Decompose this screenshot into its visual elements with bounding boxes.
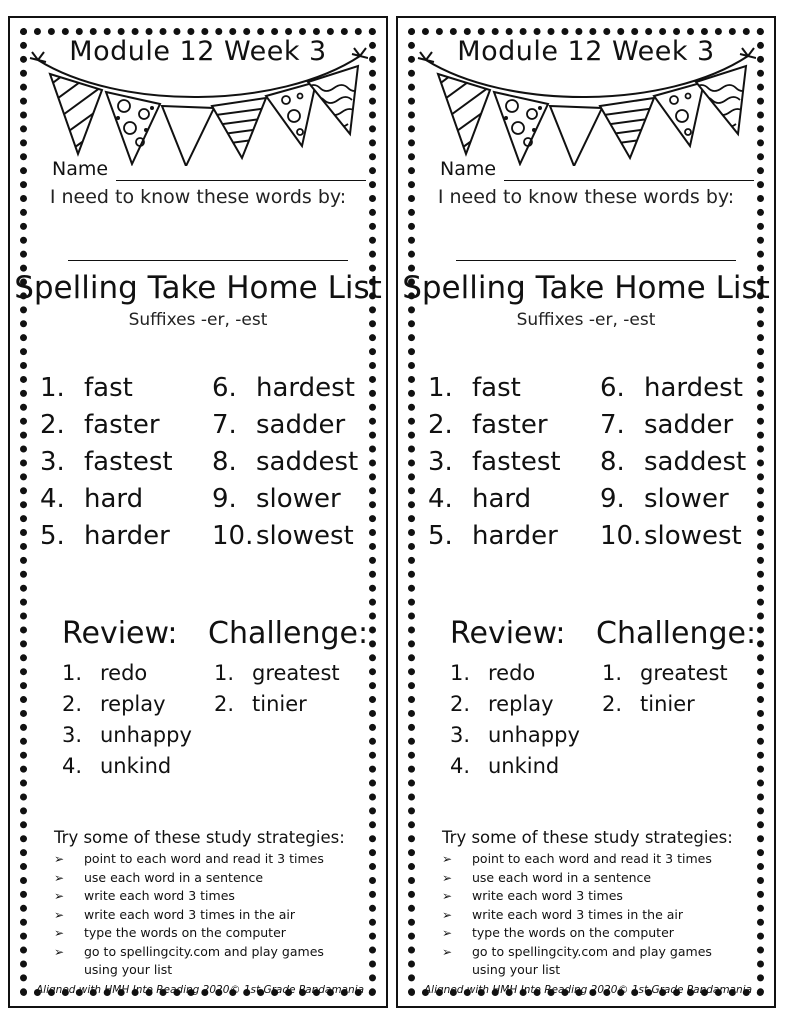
name-label: Name <box>440 158 497 180</box>
word-item: 3. fastest <box>428 447 561 477</box>
arrow-bullet-icon: ➢ <box>54 852 65 866</box>
challenge-item: 1. greatest <box>602 661 728 685</box>
word-item: 8. saddest <box>600 447 747 477</box>
arrow-bullet-icon: ➢ <box>54 889 65 903</box>
word-item: 2. faster <box>428 410 548 440</box>
know-by-label: I need to know these words by: <box>437 186 735 208</box>
name-label: Name <box>52 158 109 180</box>
footer-alignment: Aligned with HMH Into Reading 2020 <box>36 984 230 996</box>
strategy-item: ➢ go to spellingcity.com and play games using your list <box>54 943 324 977</box>
footer-alignment: Aligned with HMH Into Reading 2020 <box>424 984 618 996</box>
word-item: 8. saddest <box>212 447 359 477</box>
review-list <box>442 658 580 782</box>
footer <box>36 984 364 996</box>
arrow-bullet-icon: ➢ <box>442 889 453 903</box>
review-item: 4. unkind <box>62 754 172 778</box>
word-item: 3. fastest <box>40 447 173 477</box>
word-item: 5. harder <box>428 521 558 551</box>
name-field-line <box>504 180 754 181</box>
strategy-item: ➢ use each word in a sentence <box>442 869 742 888</box>
strategies-heading: Try some of these study strategies: <box>442 828 733 847</box>
review-item: 1. redo <box>450 661 536 685</box>
word-list-column-2 <box>600 370 746 555</box>
strategy-item: ➢ point to each word and read it 3 times <box>54 850 354 869</box>
word-item: 7. sadder <box>212 410 346 440</box>
word-item: 10. slowest <box>600 521 742 551</box>
arrow-bullet-icon: ➢ <box>442 907 453 922</box>
challenge-item: 1. greatest <box>214 661 340 685</box>
strategy-item: ➢ write each word 3 times in the air <box>442 906 742 925</box>
strategy-item: ➢ write each word 3 times <box>54 887 354 906</box>
arrow-bullet-icon: ➢ <box>442 852 453 866</box>
word-item: 1. fast <box>40 373 133 403</box>
arrow-bullet-icon: ➢ <box>54 926 65 940</box>
arrow-bullet-icon: ➢ <box>442 944 453 959</box>
strategy-item: ➢ go to spellingcity.com and play games using your list <box>442 943 712 977</box>
review-heading: Review: <box>62 616 178 651</box>
strategy-item: ➢ type the words on the computer <box>54 924 354 943</box>
review-item: 3. unhappy <box>62 723 192 747</box>
challenge-list <box>206 658 340 720</box>
footer-copyright: © 1st Grade Pandamania <box>618 984 752 996</box>
word-item: 5. harder <box>40 521 170 551</box>
arrow-bullet-icon: ➢ <box>54 870 65 885</box>
list-title: Spelling Take Home List <box>14 270 382 306</box>
challenge-item: 2. tinier <box>602 692 695 716</box>
strategy-item: ➢ write each word 3 times in the air <box>54 906 354 925</box>
strategy-item: ➢ use each word in a sentence <box>54 869 354 888</box>
arrow-bullet-icon: ➢ <box>442 926 453 940</box>
review-item: 2. replay <box>450 692 554 716</box>
review-heading: Review: <box>450 616 566 651</box>
strategy-item: ➢ write each word 3 times <box>442 887 742 906</box>
list-title: Spelling Take Home List <box>402 270 770 306</box>
challenge-heading: Challenge: <box>596 616 757 651</box>
arrow-bullet-icon: ➢ <box>54 907 65 922</box>
know-by-label: I need to know these words by: <box>49 186 347 208</box>
footer <box>424 984 752 996</box>
list-subtitle: Suffixes -er, -est <box>516 310 656 330</box>
word-item: 6. hardest <box>600 373 743 403</box>
word-item: 4. hard <box>428 484 532 514</box>
word-item: 2. faster <box>40 410 160 440</box>
date-field-line <box>456 260 736 261</box>
arrow-bullet-icon: ➢ <box>442 870 453 885</box>
word-item: 7. sadder <box>600 410 734 440</box>
word-list-column-2 <box>212 370 358 555</box>
name-field-line <box>116 180 366 181</box>
module-title: Module 12 Week 3 <box>69 36 327 67</box>
word-item: 9. slower <box>600 484 729 514</box>
word-list-column-1 <box>40 370 173 555</box>
review-item: 3. unhappy <box>450 723 580 747</box>
review-item: 2. replay <box>62 692 166 716</box>
challenge-list <box>594 658 728 720</box>
word-list-column-1 <box>428 370 561 555</box>
challenge-item: 2. tinier <box>214 692 307 716</box>
word-item: 10. slowest <box>212 521 354 551</box>
footer-copyright: © 1st Grade Pandamania <box>230 984 364 996</box>
challenge-heading: Challenge: <box>208 616 369 651</box>
list-subtitle: Suffixes -er, -est <box>128 310 268 330</box>
arrow-bullet-icon: ➢ <box>54 944 65 959</box>
word-item: 6. hardest <box>212 373 355 403</box>
strategies-heading: Try some of these study strategies: <box>54 828 345 847</box>
spelling-card-right <box>396 16 776 1008</box>
word-item: 9. slower <box>212 484 341 514</box>
word-item: 1. fast <box>428 373 521 403</box>
module-title: Module 12 Week 3 <box>457 36 715 67</box>
date-field-line <box>68 260 348 261</box>
strategies-list <box>442 850 742 980</box>
review-item: 4. unkind <box>450 754 560 778</box>
strategy-item: ➢ point to each word and read it 3 times <box>442 850 742 869</box>
spelling-card-left <box>8 16 388 1008</box>
review-list <box>54 658 192 782</box>
review-item: 1. redo <box>62 661 148 685</box>
word-item: 4. hard <box>40 484 144 514</box>
strategy-item: ➢ type the words on the computer <box>442 924 742 943</box>
strategies-list <box>54 850 354 980</box>
